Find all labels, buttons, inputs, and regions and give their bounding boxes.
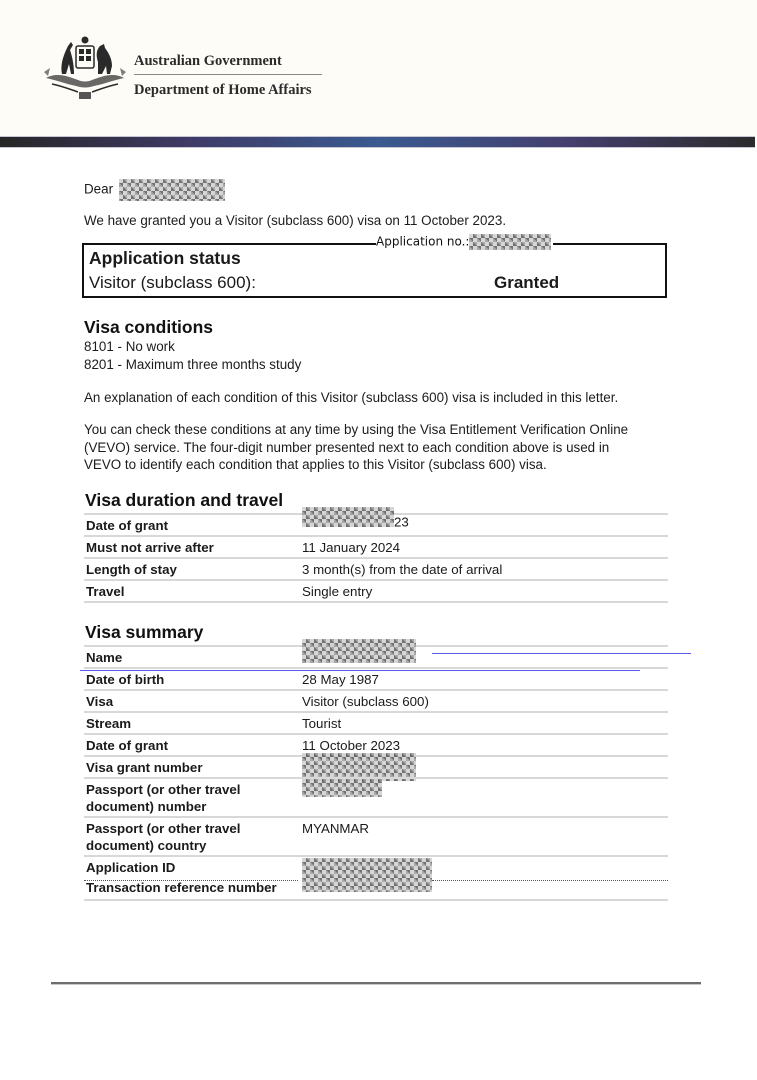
redacted-value bbox=[302, 507, 394, 527]
row-label: Stream bbox=[86, 716, 132, 731]
table-end-rule bbox=[84, 601, 668, 603]
grant-sentence: We have granted you a Visitor (subclass 600) visa on 11 October 2023. bbox=[84, 213, 507, 228]
application-number bbox=[376, 234, 553, 250]
table-row bbox=[84, 711, 668, 733]
government-label: Australian Government bbox=[134, 53, 282, 69]
vevo-line: (VEVO) service. The four-digit number presented next to each condition above is used in bbox=[84, 439, 610, 455]
condition-item: 8101 - No work bbox=[84, 339, 175, 354]
visa-conditions-title: Visa conditions bbox=[84, 317, 214, 337]
annotation-line bbox=[80, 670, 640, 671]
row-label-line: document) number bbox=[86, 799, 207, 814]
table-row bbox=[84, 689, 668, 711]
visa-duration-title: Visa duration and travel bbox=[85, 490, 284, 510]
row-label: Transaction reference number bbox=[86, 880, 277, 895]
row-value: Tourist bbox=[302, 716, 342, 731]
table-row bbox=[84, 645, 668, 667]
row-label: Date of birth bbox=[86, 672, 165, 687]
table-row bbox=[84, 535, 668, 557]
table-end-rule bbox=[84, 899, 668, 901]
row-label: Visa grant number bbox=[86, 760, 203, 775]
redacted-value bbox=[302, 779, 382, 797]
department-label: Department of Home Affairs bbox=[134, 82, 312, 98]
row-value-text: 23 bbox=[394, 514, 409, 530]
visa-summary-title: Visa summary bbox=[85, 622, 204, 642]
visa-conditions-list bbox=[84, 338, 301, 374]
dotted-separator bbox=[432, 880, 668, 881]
vevo-line: You can check these conditions at any time by using the Visa Entitlement Verification Online bbox=[84, 422, 629, 437]
row-value: 3 month(s) from the date of arrival bbox=[302, 562, 503, 577]
letterhead bbox=[0, 0, 757, 136]
row-value: 28 May 1987 bbox=[302, 672, 379, 687]
redacted-value bbox=[302, 639, 416, 663]
table-row bbox=[84, 557, 668, 579]
table-row bbox=[84, 816, 668, 855]
conditions-explanation: An explanation of each condition of this Visitor (subclass 600) visa is included in this letter. bbox=[84, 390, 619, 405]
salutation-text: Dear bbox=[84, 181, 114, 197]
table-row bbox=[84, 777, 668, 816]
status-visa-label: Visitor (subclass 600): bbox=[89, 273, 256, 292]
agency-name bbox=[134, 52, 324, 99]
row-label-line: Passport (or other travel bbox=[86, 782, 241, 797]
row-label: Name bbox=[86, 650, 123, 665]
table-row bbox=[84, 513, 668, 535]
application-number-label: Application no.: bbox=[376, 234, 470, 249]
row-label-line: Passport (or other travel bbox=[86, 821, 241, 836]
row-label: Travel bbox=[86, 584, 125, 599]
vevo-line: VEVO to identify each condition that applies to this Visitor (subclass 600) visa. bbox=[84, 457, 547, 472]
table-row bbox=[84, 579, 668, 601]
visa-duration-table bbox=[84, 513, 668, 603]
salutation bbox=[84, 179, 225, 201]
row-value: MYANMAR bbox=[302, 821, 369, 836]
row-label: Visa bbox=[86, 694, 114, 709]
redacted-name bbox=[119, 179, 225, 201]
application-status-title: Application status bbox=[89, 248, 241, 268]
application-status-box bbox=[82, 243, 667, 298]
row-value bbox=[302, 507, 409, 531]
row-value: Single entry bbox=[302, 584, 373, 599]
row-value: Visitor (subclass 600) bbox=[302, 694, 429, 709]
footer-rule bbox=[51, 982, 701, 985]
row-label: Must not arrive after bbox=[86, 540, 214, 555]
row-label: Date of grant bbox=[86, 518, 169, 533]
status-badge: Granted bbox=[494, 273, 560, 292]
coat-of-arms-icon bbox=[38, 34, 132, 102]
row-label bbox=[86, 781, 296, 815]
row-label bbox=[86, 820, 296, 854]
row-label: Application ID bbox=[86, 860, 176, 875]
row-value: 11 October 2023 bbox=[302, 738, 401, 753]
visa-summary-table bbox=[84, 645, 668, 901]
vevo-paragraph bbox=[84, 421, 628, 474]
agency-divider bbox=[134, 74, 322, 75]
row-label: Date of grant bbox=[86, 738, 169, 753]
header-banner bbox=[0, 136, 755, 148]
row-value bbox=[302, 779, 382, 797]
dotted-separator bbox=[84, 880, 298, 881]
annotation-line bbox=[432, 653, 691, 654]
row-value: 11 January 2024 bbox=[302, 540, 401, 555]
row-value bbox=[302, 639, 416, 663]
table-row bbox=[84, 733, 668, 755]
row-label: Length of stay bbox=[86, 562, 177, 577]
row-label-line: document) country bbox=[86, 838, 207, 853]
condition-item: 8201 - Maximum three months study bbox=[84, 357, 302, 372]
table-row bbox=[84, 855, 668, 877]
table-row bbox=[84, 755, 668, 777]
redacted-application-number bbox=[469, 234, 551, 250]
